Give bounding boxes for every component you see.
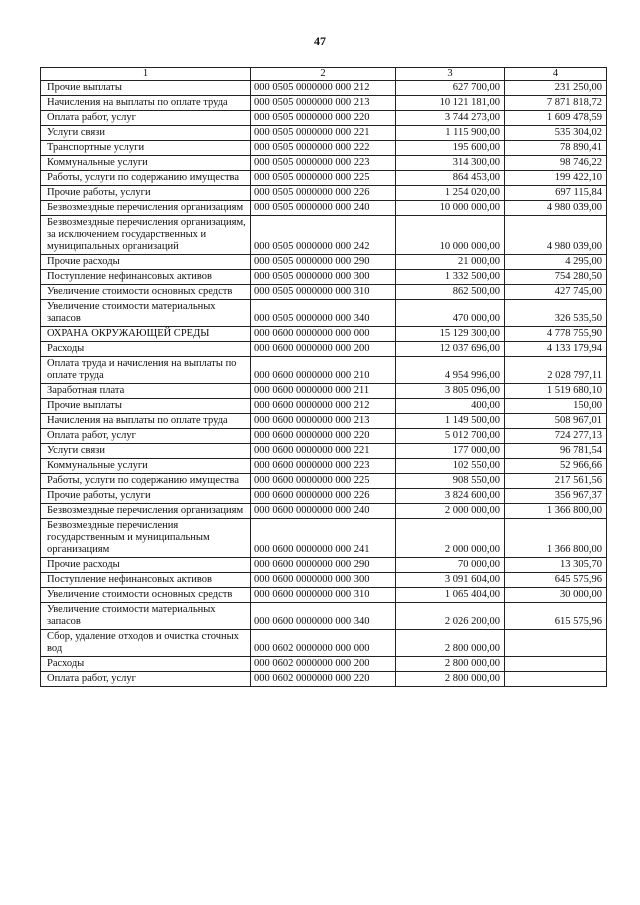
plan-amount-cell: 1 254 020,00 [396,186,505,201]
table-row [41,630,607,657]
budget-code-cell: 000 0505 0000000 000 310 [251,285,396,300]
table-row [41,81,607,96]
actual-amount-cell: 4 133 179,94 [505,342,607,357]
budget-code-cell: 000 0600 0000000 000 200 [251,342,396,357]
actual-amount-cell: 30 000,00 [505,588,607,603]
row-name-cell: Расходы [41,657,251,672]
plan-amount-cell: 195 600,00 [396,141,505,156]
column-header: 2 [251,68,396,81]
budget-code-cell: 000 0505 0000000 000 220 [251,111,396,126]
row-name-cell: Услуги связи [41,126,251,141]
budget-code-cell: 000 0600 0000000 000 240 [251,504,396,519]
row-name-cell: Расходы [41,342,251,357]
row-name-cell: Оплата работ, услуг [41,111,251,126]
actual-amount-cell: 4 980 039,00 [505,216,607,255]
budget-code-cell: 000 0505 0000000 000 240 [251,201,396,216]
row-name-cell: Увеличение стоимости основных средств [41,588,251,603]
plan-amount-cell: 1 149 500,00 [396,414,505,429]
budget-code-cell: 000 0600 0000000 000 300 [251,573,396,588]
table-row [41,96,607,111]
row-name-cell: Оплата работ, услуг [41,672,251,687]
table-row [41,588,607,603]
row-name-cell: Поступление нефинансовых активов [41,573,251,588]
actual-amount-cell: 535 304,02 [505,126,607,141]
plan-amount-cell: 3 744 273,00 [396,111,505,126]
budget-code-cell: 000 0600 0000000 000 223 [251,459,396,474]
table-row [41,384,607,399]
row-name-cell: Увеличение стоимости основных средств [41,285,251,300]
actual-amount-cell [505,657,607,672]
budget-code-cell: 000 0600 0000000 000 310 [251,588,396,603]
actual-amount-cell: 427 745,00 [505,285,607,300]
plan-amount-cell: 400,00 [396,399,505,414]
plan-amount-cell: 864 453,00 [396,171,505,186]
row-name-cell: Работы, услуги по содержанию имущества [41,474,251,489]
plan-amount-cell: 21 000,00 [396,255,505,270]
actual-amount-cell: 217 561,56 [505,474,607,489]
budget-code-cell: 000 0505 0000000 000 242 [251,216,396,255]
plan-amount-cell: 2 026 200,00 [396,603,505,630]
budget-code-cell: 000 0505 0000000 000 226 [251,186,396,201]
plan-amount-cell: 627 700,00 [396,81,505,96]
table-row [41,444,607,459]
plan-amount-cell: 177 000,00 [396,444,505,459]
plan-amount-cell: 1 115 900,00 [396,126,505,141]
row-name-cell: Увеличение стоимости материальных запасов [41,300,251,327]
row-name-cell: Оплата труда и начисления на выплаты по оплате труда [41,357,251,384]
table-row [41,657,607,672]
plan-amount-cell: 314 300,00 [396,156,505,171]
budget-code-cell: 000 0505 0000000 000 223 [251,156,396,171]
row-name-cell: Прочие работы, услуги [41,186,251,201]
plan-amount-cell: 102 550,00 [396,459,505,474]
table-row [41,186,607,201]
actual-amount-cell: 356 967,37 [505,489,607,504]
actual-amount-cell: 1 609 478,59 [505,111,607,126]
plan-amount-cell: 10 121 181,00 [396,96,505,111]
row-name-cell: Услуги связи [41,444,251,459]
budget-code-cell: 000 0600 0000000 000 225 [251,474,396,489]
table-row [41,126,607,141]
plan-amount-cell: 3 805 096,00 [396,384,505,399]
table-row [41,300,607,327]
table-row [41,414,607,429]
budget-code-cell: 000 0505 0000000 000 213 [251,96,396,111]
plan-amount-cell: 10 000 000,00 [396,216,505,255]
table-row [41,156,607,171]
row-name-cell: Увеличение стоимости материальных запасов [41,603,251,630]
table-row [41,558,607,573]
header-row [41,68,607,81]
budget-code-cell: 000 0600 0000000 000 241 [251,519,396,558]
plan-amount-cell: 2 800 000,00 [396,672,505,687]
plan-amount-cell: 862 500,00 [396,285,505,300]
row-name-cell: Начисления на выплаты по оплате труда [41,414,251,429]
budget-code-cell: 000 0600 0000000 000 226 [251,489,396,504]
table-row [41,459,607,474]
actual-amount-cell: 697 115,84 [505,186,607,201]
column-header: 4 [505,68,607,81]
actual-amount-cell: 98 746,22 [505,156,607,171]
actual-amount-cell: 615 575,96 [505,603,607,630]
row-name-cell: Прочие расходы [41,255,251,270]
actual-amount-cell: 754 280,50 [505,270,607,285]
table-row [41,216,607,255]
budget-code-cell: 000 0505 0000000 000 222 [251,141,396,156]
row-name-cell: Транспортные услуги [41,141,251,156]
plan-amount-cell: 2 000 000,00 [396,519,505,558]
actual-amount-cell: 96 781,54 [505,444,607,459]
actual-amount-cell: 1 519 680,10 [505,384,607,399]
table-row [41,285,607,300]
budget-code-cell: 000 0600 0000000 000 220 [251,429,396,444]
column-header: 3 [396,68,505,81]
table-row [41,672,607,687]
plan-amount-cell: 10 000 000,00 [396,201,505,216]
actual-amount-cell: 4 778 755,90 [505,327,607,342]
row-name-cell: Оплата работ, услуг [41,429,251,444]
actual-amount-cell: 52 966,66 [505,459,607,474]
table-row [41,489,607,504]
row-name-cell: Заработная плата [41,384,251,399]
budget-code-cell: 000 0600 0000000 000 290 [251,558,396,573]
budget-code-cell: 000 0600 0000000 000 221 [251,444,396,459]
table-row [41,519,607,558]
budget-table [40,67,607,687]
plan-amount-cell: 1 332 500,00 [396,270,505,285]
budget-code-cell: 000 0602 0000000 000 000 [251,630,396,657]
budget-code-cell: 000 0505 0000000 000 212 [251,81,396,96]
column-header: 1 [41,68,251,81]
table-row [41,429,607,444]
plan-amount-cell: 2 800 000,00 [396,630,505,657]
table-row [41,474,607,489]
plan-amount-cell: 12 037 696,00 [396,342,505,357]
actual-amount-cell: 4 980 039,00 [505,201,607,216]
budget-code-cell: 000 0505 0000000 000 340 [251,300,396,327]
table-row [41,327,607,342]
actual-amount-cell: 2 028 797,11 [505,357,607,384]
table-row [41,342,607,357]
budget-code-cell: 000 0600 0000000 000 212 [251,399,396,414]
row-name-cell: Прочие выплаты [41,81,251,96]
table-row [41,171,607,186]
budget-code-cell: 000 0602 0000000 000 200 [251,657,396,672]
table-row [41,399,607,414]
budget-code-cell: 000 0600 0000000 000 000 [251,327,396,342]
actual-amount-cell [505,672,607,687]
budget-code-cell: 000 0505 0000000 000 221 [251,126,396,141]
row-name-cell: Работы, услуги по содержанию имущества [41,171,251,186]
row-name-cell: Безвозмездные перечисления государственным и муниципальным организациям [41,519,251,558]
table-row [41,201,607,216]
row-name-cell: Безвозмездные перечисления организациям, за исключением государственных и муниципальных организаций [41,216,251,255]
actual-amount-cell: 645 575,96 [505,573,607,588]
table-row [41,141,607,156]
table-row [41,573,607,588]
row-name-cell: Сбор, удаление отходов и очистка сточных вод [41,630,251,657]
budget-code-cell: 000 0600 0000000 000 340 [251,603,396,630]
table-row [41,270,607,285]
row-name-cell: Прочие выплаты [41,399,251,414]
actual-amount-cell: 199 422,10 [505,171,607,186]
plan-amount-cell: 5 012 700,00 [396,429,505,444]
plan-amount-cell: 15 129 300,00 [396,327,505,342]
plan-amount-cell: 2 800 000,00 [396,657,505,672]
table-row [41,603,607,630]
table-row [41,111,607,126]
row-name-cell: Поступление нефинансовых активов [41,270,251,285]
actual-amount-cell: 231 250,00 [505,81,607,96]
plan-amount-cell: 3 091 604,00 [396,573,505,588]
actual-amount-cell: 508 967,01 [505,414,607,429]
actual-amount-cell: 1 366 800,00 [505,519,607,558]
plan-amount-cell: 70 000,00 [396,558,505,573]
actual-amount-cell: 150,00 [505,399,607,414]
actual-amount-cell [505,630,607,657]
table-row [41,504,607,519]
row-name-cell: Коммунальные услуги [41,459,251,474]
actual-amount-cell: 7 871 818,72 [505,96,607,111]
plan-amount-cell: 3 824 600,00 [396,489,505,504]
actual-amount-cell: 78 890,41 [505,141,607,156]
plan-amount-cell: 2 000 000,00 [396,504,505,519]
actual-amount-cell: 724 277,13 [505,429,607,444]
budget-code-cell: 000 0600 0000000 000 211 [251,384,396,399]
budget-code-cell: 000 0600 0000000 000 210 [251,357,396,384]
page-number: 47 [314,34,326,48]
table-row [41,357,607,384]
plan-amount-cell: 908 550,00 [396,474,505,489]
table-body [41,81,607,687]
budget-code-cell: 000 0505 0000000 000 300 [251,270,396,285]
plan-amount-cell: 1 065 404,00 [396,588,505,603]
actual-amount-cell: 326 535,50 [505,300,607,327]
row-name-cell: Начисления на выплаты по оплате труда [41,96,251,111]
plan-amount-cell: 4 954 996,00 [396,357,505,384]
plan-amount-cell: 470 000,00 [396,300,505,327]
budget-code-cell: 000 0602 0000000 000 220 [251,672,396,687]
row-name-cell: Прочие работы, услуги [41,489,251,504]
row-name-cell: Прочие расходы [41,558,251,573]
actual-amount-cell: 1 366 800,00 [505,504,607,519]
actual-amount-cell: 4 295,00 [505,255,607,270]
budget-code-cell: 000 0505 0000000 000 290 [251,255,396,270]
row-name-cell: Безвозмездные перечисления организациям [41,201,251,216]
table-row [41,255,607,270]
row-name-cell: Безвозмездные перечисления организациям [41,504,251,519]
budget-code-cell: 000 0505 0000000 000 225 [251,171,396,186]
budget-code-cell: 000 0600 0000000 000 213 [251,414,396,429]
row-name-cell: ОХРАНА ОКРУЖАЮЩЕЙ СРЕДЫ [41,327,251,342]
actual-amount-cell: 13 305,70 [505,558,607,573]
row-name-cell: Коммунальные услуги [41,156,251,171]
